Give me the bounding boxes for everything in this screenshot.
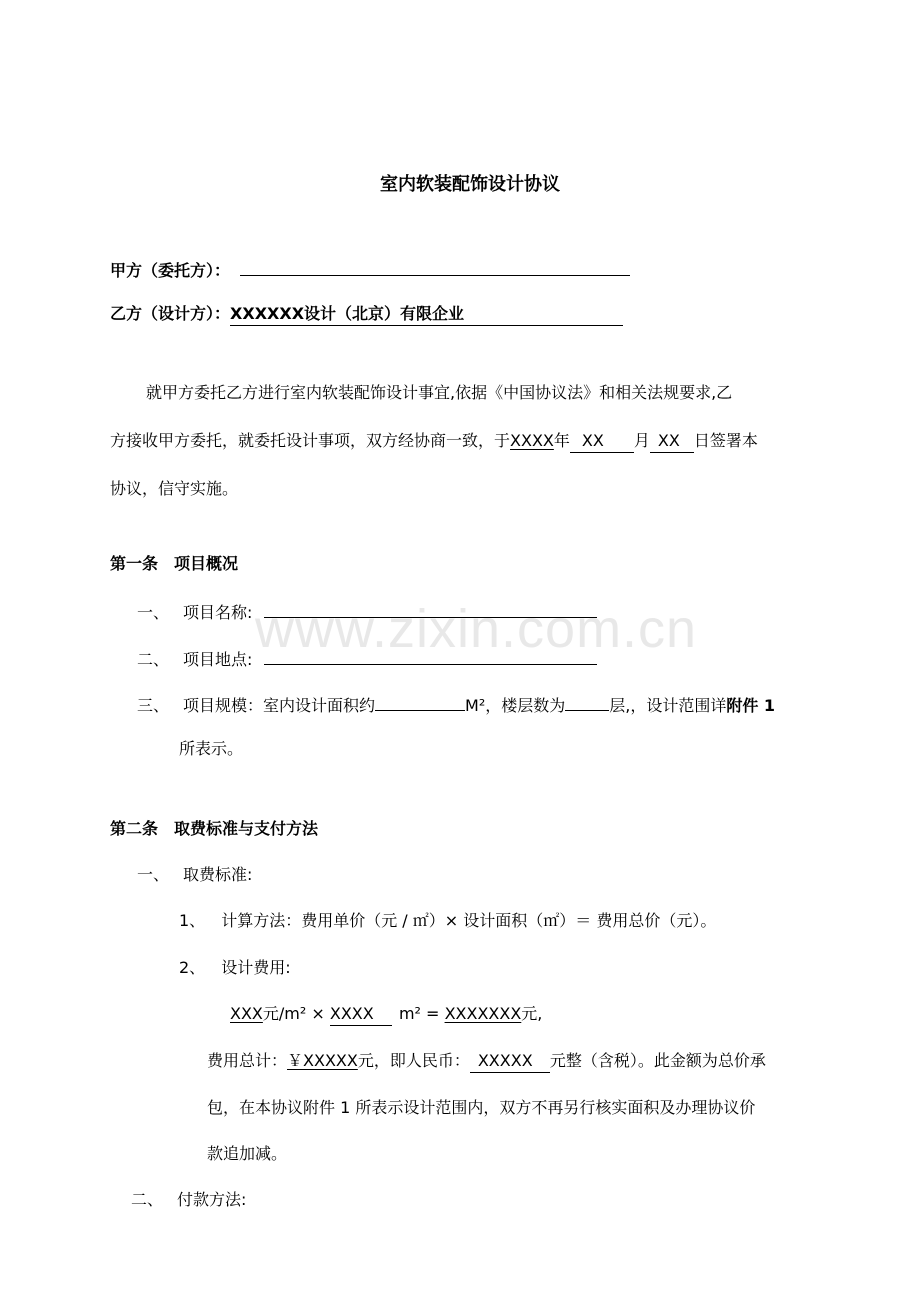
- article-2-section-2: [131, 1189, 246, 1211]
- floors-blank: [565, 692, 609, 711]
- area-value: XXXX: [330, 1003, 392, 1026]
- party-a-line: [110, 257, 630, 282]
- attachment-ref: 附件 1: [726, 696, 776, 715]
- article-2-section-1: [137, 864, 252, 886]
- clause-1: [179, 910, 716, 932]
- article-1-item-1: [137, 599, 597, 624]
- fee-formula: [230, 1003, 542, 1026]
- clause-2: [179, 957, 291, 979]
- scope-text: 层,，设计范围详: [609, 696, 727, 715]
- item-number: 三、: [137, 696, 170, 715]
- fee-total-label: 费用总计：: [207, 1051, 288, 1070]
- total-value: XXXXXXX: [444, 1004, 522, 1023]
- article-1-item-3: [137, 692, 775, 717]
- intro-text: 方接收甲方委托，就委托设计事项，双方经协商一致，于: [110, 431, 511, 450]
- article-1-item-3-cont: 所表示。: [179, 739, 244, 758]
- year-unit: 年: [553, 431, 570, 450]
- project-location-label: 项目地点:: [183, 650, 253, 669]
- section-number: 一、: [137, 865, 170, 884]
- total-value-unit: 元,: [521, 1004, 543, 1023]
- item-number: 一、: [137, 603, 170, 622]
- clause-number: 1、: [179, 911, 206, 930]
- rmb-amount: XXXXX: [470, 1050, 550, 1073]
- project-name-blank: [264, 599, 597, 618]
- party-b-name: XXXXXX设计（北京）有限企业: [230, 304, 465, 323]
- project-name-label: 项目名称:: [183, 603, 253, 622]
- floors-text: ，楼层数为: [485, 696, 566, 715]
- fee-total-amount: ￥XXXXX: [287, 1051, 358, 1070]
- fee-total-line-1: [207, 1050, 766, 1073]
- item-number: 二、: [137, 650, 170, 669]
- fee-standard-label: 取费标准:: [183, 865, 253, 884]
- article-1-heading: 第一条 项目概况: [110, 554, 239, 573]
- party-b-line: [110, 303, 623, 326]
- design-fee-label: 设计费用:: [221, 958, 291, 977]
- article-1-item-2: [137, 646, 597, 671]
- party-a-label: 甲方（委托方）：: [110, 261, 231, 280]
- area-value-unit: m² =: [398, 1004, 440, 1023]
- party-b-field: [230, 303, 623, 326]
- intro-line-3: 协议，信守实施。: [110, 479, 239, 498]
- intro-line-1: 就甲方委托乙方进行室内软装配饰设计事宜,依据《中国协议法》和相关法规要求,乙: [146, 383, 733, 402]
- document-title: 室内软装配饰设计协议: [380, 174, 560, 195]
- fee-total-text: 元整（含税）。此金额为总价承: [549, 1051, 766, 1070]
- rmb-label: 元，即人民币：: [357, 1051, 470, 1070]
- project-location-blank: [264, 646, 597, 665]
- calc-method-text: 计算方法：费用单价（元 / ㎡）× 设计面积（㎡）＝ 费用总价（元）。: [221, 911, 717, 930]
- clause-number: 2、: [179, 958, 206, 977]
- sign-month: XX: [570, 430, 634, 453]
- intro-text-end: 日签署本: [693, 431, 758, 450]
- party-a-blank: [240, 257, 630, 276]
- fee-total-line-3: 款追加减。: [207, 1144, 288, 1163]
- party-b-label: 乙方（设计方）：: [110, 304, 231, 323]
- unit-price-unit: 元/m² ×: [262, 1004, 325, 1023]
- intro-line-2: [110, 430, 758, 453]
- section-number: 二、: [131, 1190, 164, 1209]
- sign-day: XX: [650, 430, 694, 453]
- unit-price: XXX: [230, 1004, 263, 1023]
- article-2-heading: 第二条 取费标准与支付方法: [110, 819, 319, 838]
- sign-year: XXXX: [510, 431, 554, 450]
- watermark: www.zixin.com.cn: [255, 599, 698, 659]
- area-blank: [375, 692, 465, 711]
- project-scale-text: 项目规模：室内设计面积约: [183, 696, 376, 715]
- area-unit: M²: [465, 696, 486, 715]
- month-unit: 月: [633, 431, 650, 450]
- payment-method-label: 付款方法:: [177, 1190, 247, 1209]
- fee-total-line-2: 包，在本协议附件 1 所表示设计范围内，双方不再另行核实面积及办理协议价: [207, 1098, 756, 1117]
